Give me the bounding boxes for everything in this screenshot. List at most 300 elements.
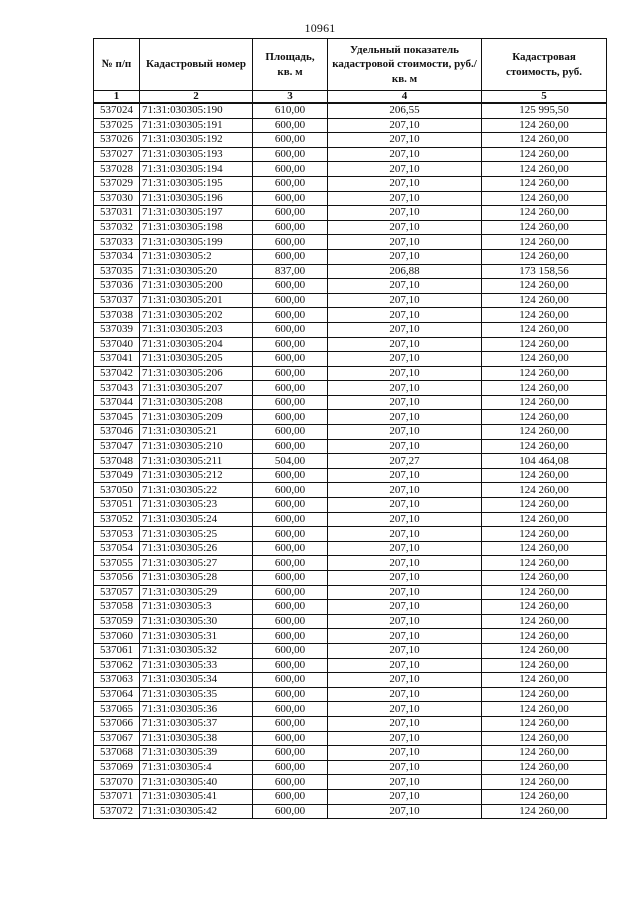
area-cell: 600,00 [253,322,328,337]
area-cell: 600,00 [253,366,328,381]
table-body [94,103,607,819]
table-row [94,162,607,177]
cadastral-value-cell: 173 158,56 [482,264,607,279]
area-cell: 600,00 [253,629,328,644]
area-cell: 600,00 [253,643,328,658]
cadastral-number-cell: 71:31:030305:190 [140,103,253,118]
row-number-cell: 537039 [94,322,140,337]
cadastral-number-cell: 71:31:030305:40 [140,775,253,790]
row-number-cell: 537069 [94,760,140,775]
row-number-cell: 537047 [94,439,140,454]
specific-value-cell: 207,10 [328,643,482,658]
area-cell: 600,00 [253,381,328,396]
row-number-cell: 537049 [94,468,140,483]
table-row [94,235,607,250]
area-cell: 600,00 [253,220,328,235]
area-cell: 600,00 [253,176,328,191]
table-row [94,716,607,731]
table-row [94,687,607,702]
cadastral-number-cell: 71:31:030305:201 [140,293,253,308]
row-number-cell: 537028 [94,162,140,177]
table-row [94,103,607,118]
row-number-cell: 537027 [94,147,140,162]
specific-value-cell: 207,10 [328,293,482,308]
row-number-cell: 537038 [94,308,140,323]
specific-value-cell: 207,10 [328,512,482,527]
table-row [94,789,607,804]
table-row [94,673,607,688]
table-row [94,133,607,148]
area-cell: 600,00 [253,439,328,454]
cadastral-number-cell: 71:31:030305:207 [140,381,253,396]
specific-value-cell: 207,10 [328,410,482,425]
column-number: 4 [328,91,482,104]
area-cell: 600,00 [253,468,328,483]
row-number-cell: 537043 [94,381,140,396]
cadastral-value-cell: 124 260,00 [482,629,607,644]
row-number-cell: 537067 [94,731,140,746]
cadastral-value-cell: 124 260,00 [482,789,607,804]
row-number-cell: 537055 [94,556,140,571]
area-cell: 600,00 [253,673,328,688]
specific-value-cell: 207,10 [328,760,482,775]
cadastral-value-cell: 124 260,00 [482,279,607,294]
table-row [94,220,607,235]
cadastral-value-cell: 124 260,00 [482,498,607,513]
header-row-number: № п/п [94,39,140,91]
row-number-cell: 537065 [94,702,140,717]
area-cell: 600,00 [253,804,328,819]
specific-value-cell: 207,10 [328,673,482,688]
specific-value-cell: 207,10 [328,746,482,761]
table-row [94,600,607,615]
cadastral-number-cell: 71:31:030305:20 [140,264,253,279]
cadastral-number-cell: 71:31:030305:194 [140,162,253,177]
cadastral-value-cell: 124 260,00 [482,293,607,308]
cadastral-value-cell: 124 260,00 [482,600,607,615]
row-number-cell: 537051 [94,498,140,513]
table-row [94,381,607,396]
cadastral-value-cell: 124 260,00 [482,731,607,746]
table-row [94,468,607,483]
cadastral-value-cell: 124 260,00 [482,483,607,498]
area-cell: 600,00 [253,731,328,746]
row-number-cell: 537031 [94,206,140,221]
row-number-cell: 537053 [94,527,140,542]
row-number-cell: 537061 [94,643,140,658]
specific-value-cell: 207,10 [328,381,482,396]
cadastral-number-cell: 71:31:030305:29 [140,585,253,600]
area-cell: 600,00 [253,614,328,629]
row-number-cell: 537063 [94,673,140,688]
specific-value-cell: 207,10 [328,804,482,819]
area-cell: 600,00 [253,760,328,775]
cadastral-value-cell: 124 260,00 [482,585,607,600]
specific-value-cell: 207,10 [328,352,482,367]
specific-value-cell: 207,10 [328,614,482,629]
specific-value-cell: 207,10 [328,629,482,644]
specific-value-cell: 207,10 [328,775,482,790]
table-row [94,337,607,352]
column-number: 1 [94,91,140,104]
specific-value-cell: 207,10 [328,206,482,221]
cadastral-number-cell: 71:31:030305:33 [140,658,253,673]
cadastral-number-cell: 71:31:030305:22 [140,483,253,498]
table-row [94,206,607,221]
cadastral-value-cell: 124 260,00 [482,337,607,352]
column-number: 3 [253,91,328,104]
area-cell: 600,00 [253,585,328,600]
area-cell: 600,00 [253,162,328,177]
cadastral-value-table [93,38,607,819]
column-number: 2 [140,91,253,104]
cadastral-number-cell: 71:31:030305:191 [140,118,253,133]
cadastral-value-cell: 124 260,00 [482,716,607,731]
cadastral-value-cell: 124 260,00 [482,760,607,775]
cadastral-value-cell: 124 260,00 [482,571,607,586]
row-number-cell: 537044 [94,395,140,410]
row-number-cell: 537040 [94,337,140,352]
cadastral-value-cell: 125 995,50 [482,103,607,118]
table-row [94,454,607,469]
table-row [94,366,607,381]
specific-value-cell: 207,10 [328,585,482,600]
cadastral-number-cell: 71:31:030305:28 [140,571,253,586]
area-cell: 600,00 [253,147,328,162]
row-number-cell: 537036 [94,279,140,294]
table-row [94,643,607,658]
cadastral-value-cell: 124 260,00 [482,512,607,527]
row-number-cell: 537026 [94,133,140,148]
table-row [94,118,607,133]
cadastral-number-cell: 71:31:030305:206 [140,366,253,381]
row-number-cell: 537060 [94,629,140,644]
cadastral-number-cell: 71:31:030305:205 [140,352,253,367]
specific-value-cell: 207,10 [328,425,482,440]
cadastral-number-cell: 71:31:030305:30 [140,614,253,629]
table-row [94,264,607,279]
cadastral-number-cell: 71:31:030305:26 [140,541,253,556]
specific-value-cell: 207,10 [328,162,482,177]
specific-value-cell: 207,10 [328,600,482,615]
cadastral-number-cell: 71:31:030305:211 [140,454,253,469]
table-row [94,702,607,717]
row-number-cell: 537057 [94,585,140,600]
specific-value-cell: 207,10 [328,702,482,717]
row-number-cell: 537070 [94,775,140,790]
area-cell: 600,00 [253,658,328,673]
specific-value-cell: 207,10 [328,279,482,294]
area-cell: 600,00 [253,746,328,761]
row-number-cell: 537059 [94,614,140,629]
row-number-cell: 537072 [94,804,140,819]
column-number: 5 [482,91,607,104]
cadastral-value-cell: 124 260,00 [482,673,607,688]
cadastral-number-cell: 71:31:030305:195 [140,176,253,191]
cadastral-number-cell: 71:31:030305:4 [140,760,253,775]
cadastral-number-cell: 71:31:030305:204 [140,337,253,352]
cadastral-number-cell: 71:31:030305:21 [140,425,253,440]
table-row [94,147,607,162]
specific-value-cell: 207,10 [328,337,482,352]
row-number-cell: 537064 [94,687,140,702]
cadastral-number-cell: 71:31:030305:42 [140,804,253,819]
row-number-cell: 537025 [94,118,140,133]
cadastral-value-cell: 124 260,00 [482,804,607,819]
row-number-cell: 537048 [94,454,140,469]
cadastral-number-cell: 71:31:030305:2 [140,249,253,264]
area-cell: 600,00 [253,687,328,702]
table-row [94,541,607,556]
specific-value-cell: 207,10 [328,571,482,586]
table-row [94,775,607,790]
table-row [94,658,607,673]
cadastral-value-cell: 124 260,00 [482,147,607,162]
area-cell: 600,00 [253,395,328,410]
header-cadastral-value: Кадастровая стоимость, руб. [482,39,607,91]
cadastral-number-cell: 71:31:030305:210 [140,439,253,454]
cadastral-number-cell: 71:31:030305:37 [140,716,253,731]
row-number-cell: 537054 [94,541,140,556]
specific-value-cell: 207,10 [328,716,482,731]
specific-value-cell: 207,10 [328,118,482,133]
cadastral-number-cell: 71:31:030305:32 [140,643,253,658]
table-row [94,191,607,206]
specific-value-cell: 207,27 [328,454,482,469]
cadastral-number-cell: 71:31:030305:24 [140,512,253,527]
row-number-cell: 537024 [94,103,140,118]
cadastral-value-cell: 124 260,00 [482,206,607,221]
row-number-cell: 537030 [94,191,140,206]
specific-value-cell: 207,10 [328,541,482,556]
area-cell: 600,00 [253,235,328,250]
table-row [94,556,607,571]
area-cell: 600,00 [253,249,328,264]
cadastral-number-cell: 71:31:030305:39 [140,746,253,761]
specific-value-cell: 207,10 [328,395,482,410]
table-row [94,571,607,586]
table-row [94,498,607,513]
specific-value-cell: 207,10 [328,556,482,571]
cadastral-value-cell: 124 260,00 [482,366,607,381]
column-number-row [94,91,607,104]
row-number-cell: 537041 [94,352,140,367]
cadastral-value-cell: 124 260,00 [482,410,607,425]
table-row [94,512,607,527]
table-row [94,746,607,761]
table-row [94,395,607,410]
cadastral-value-cell: 124 260,00 [482,235,607,250]
table-row [94,176,607,191]
specific-value-cell: 207,10 [328,687,482,702]
specific-value-cell: 207,10 [328,527,482,542]
cadastral-value-cell: 124 260,00 [482,381,607,396]
header-specific-value: Удельный показатель кадастровой стоимости, руб./кв. м [328,39,482,91]
area-cell: 600,00 [253,483,328,498]
area-cell: 600,00 [253,556,328,571]
specific-value-cell: 207,10 [328,483,482,498]
row-number-cell: 537071 [94,789,140,804]
cadastral-value-cell: 124 260,00 [482,658,607,673]
specific-value-cell: 207,10 [328,249,482,264]
area-cell: 600,00 [253,352,328,367]
specific-value-cell: 207,10 [328,220,482,235]
cadastral-value-cell: 124 260,00 [482,118,607,133]
cadastral-value-cell: 124 260,00 [482,352,607,367]
area-cell: 600,00 [253,775,328,790]
cadastral-value-cell: 124 260,00 [482,395,607,410]
specific-value-cell: 207,10 [328,308,482,323]
table-row [94,293,607,308]
cadastral-value-cell: 124 260,00 [482,162,607,177]
table-row [94,629,607,644]
table-row [94,731,607,746]
table-row [94,410,607,425]
cadastral-value-cell: 124 260,00 [482,746,607,761]
area-cell: 600,00 [253,498,328,513]
table-row [94,425,607,440]
specific-value-cell: 207,10 [328,731,482,746]
cadastral-number-cell: 71:31:030305:35 [140,687,253,702]
specific-value-cell: 207,10 [328,133,482,148]
area-cell: 600,00 [253,118,328,133]
row-number-cell: 537068 [94,746,140,761]
cadastral-number-cell: 71:31:030305:41 [140,789,253,804]
cadastral-value-cell: 124 260,00 [482,468,607,483]
cadastral-number-cell: 71:31:030305:38 [140,731,253,746]
row-number-cell: 537035 [94,264,140,279]
specific-value-cell: 207,10 [328,498,482,513]
row-number-cell: 537045 [94,410,140,425]
cadastral-value-cell: 124 260,00 [482,643,607,658]
row-number-cell: 537052 [94,512,140,527]
area-cell: 600,00 [253,279,328,294]
row-number-cell: 537033 [94,235,140,250]
row-number-cell: 537034 [94,249,140,264]
row-number-cell: 537037 [94,293,140,308]
cadastral-number-cell: 71:31:030305:23 [140,498,253,513]
cadastral-number-cell: 71:31:030305:197 [140,206,253,221]
cadastral-value-cell: 124 260,00 [482,556,607,571]
cadastral-number-cell: 71:31:030305:3 [140,600,253,615]
table-row [94,483,607,498]
cadastral-number-cell: 71:31:030305:31 [140,629,253,644]
table-row [94,527,607,542]
cadastral-value-cell: 124 260,00 [482,220,607,235]
table-header [94,39,607,104]
row-number-cell: 537058 [94,600,140,615]
specific-value-cell: 207,10 [328,789,482,804]
specific-value-cell: 207,10 [328,468,482,483]
cadastral-value-cell: 124 260,00 [482,133,607,148]
cadastral-number-cell: 71:31:030305:198 [140,220,253,235]
specific-value-cell: 207,10 [328,235,482,250]
area-cell: 600,00 [253,571,328,586]
page-number: 10961 [304,21,336,35]
row-number-cell: 537066 [94,716,140,731]
specific-value-cell: 207,10 [328,366,482,381]
cadastral-number-cell: 71:31:030305:36 [140,702,253,717]
cadastral-number-cell: 71:31:030305:202 [140,308,253,323]
specific-value-cell: 207,10 [328,658,482,673]
specific-value-cell: 207,10 [328,191,482,206]
table-row [94,352,607,367]
area-cell: 600,00 [253,293,328,308]
header-area: Площадь, кв. м [253,39,328,91]
cadastral-number-cell: 71:31:030305:193 [140,147,253,162]
table-row [94,308,607,323]
table-row [94,614,607,629]
area-cell: 600,00 [253,425,328,440]
cadastral-number-cell: 71:31:030305:192 [140,133,253,148]
table-row [94,439,607,454]
cadastral-number-cell: 71:31:030305:212 [140,468,253,483]
cadastral-number-cell: 71:31:030305:200 [140,279,253,294]
cadastral-number-cell: 71:31:030305:34 [140,673,253,688]
cadastral-value-cell: 124 260,00 [482,308,607,323]
cadastral-value-cell: 124 260,00 [482,176,607,191]
area-cell: 600,00 [253,789,328,804]
cadastral-value-cell: 124 260,00 [482,541,607,556]
table-row [94,249,607,264]
specific-value-cell: 207,10 [328,439,482,454]
table-row [94,322,607,337]
area-cell: 600,00 [253,206,328,221]
area-cell: 600,00 [253,337,328,352]
row-number-cell: 537042 [94,366,140,381]
specific-value-cell: 207,10 [328,176,482,191]
specific-value-cell: 207,10 [328,147,482,162]
cadastral-value-cell: 124 260,00 [482,527,607,542]
table-row [94,804,607,819]
specific-value-cell: 206,88 [328,264,482,279]
area-cell: 600,00 [253,527,328,542]
table-row [94,760,607,775]
cadastral-value-cell: 124 260,00 [482,425,607,440]
cadastral-value-cell: 124 260,00 [482,439,607,454]
table-row [94,279,607,294]
area-cell: 600,00 [253,716,328,731]
cadastral-value-cell: 124 260,00 [482,322,607,337]
cadastral-number-cell: 71:31:030305:25 [140,527,253,542]
row-number-cell: 537056 [94,571,140,586]
cadastral-number-cell: 71:31:030305:203 [140,322,253,337]
area-cell: 600,00 [253,133,328,148]
cadastral-number-cell: 71:31:030305:208 [140,395,253,410]
area-cell: 600,00 [253,191,328,206]
cadastral-value-cell: 124 260,00 [482,702,607,717]
cadastral-value-cell: 124 260,00 [482,775,607,790]
area-cell: 600,00 [253,308,328,323]
area-cell: 600,00 [253,702,328,717]
cadastral-number-cell: 71:31:030305:199 [140,235,253,250]
specific-value-cell: 207,10 [328,322,482,337]
row-number-cell: 537032 [94,220,140,235]
cadastral-value-cell: 124 260,00 [482,249,607,264]
cadastral-number-cell: 71:31:030305:196 [140,191,253,206]
header-row [94,39,607,91]
cadastral-number-cell: 71:31:030305:27 [140,556,253,571]
area-cell: 600,00 [253,512,328,527]
specific-value-cell: 206,55 [328,103,482,118]
area-cell: 600,00 [253,410,328,425]
cadastral-value-cell: 124 260,00 [482,614,607,629]
row-number-cell: 537046 [94,425,140,440]
cadastral-value-cell: 124 260,00 [482,191,607,206]
area-cell: 600,00 [253,541,328,556]
area-cell: 610,00 [253,103,328,118]
area-cell: 837,00 [253,264,328,279]
